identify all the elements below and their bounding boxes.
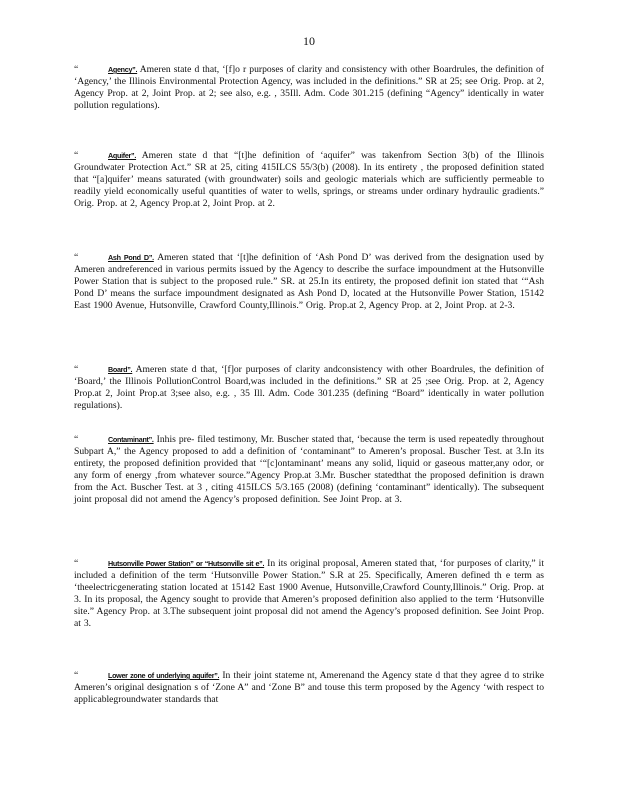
paragraph-text: Ameren stated that ‘[t]he definition of ‘Ash Pond D’ was derived from the designation used by Ameren andreferenced in various permits issued by the Agency to describe the surface impoundment at the Hutsonville Power Station that is subject to the proposed rule.” SR. at 25.In its entirety, the proposed definit ion stated that ‘“Ash Pond D’ means the surface impoundment designated as Ash Pond D, located at the Hutsonville Power Station, 15142 East 1900 Avenue, Hutsonville, Crawford County,Illinois.” Orig. Prop.at 2, Agency Prop. at 2, Joint Prop. at 2-3.: [74, 252, 544, 311]
definition-paragraph-aquifer: [74, 150, 544, 210]
defined-term: Board”.: [108, 365, 133, 374]
paragraph-text: Ameren state d that “[t]he definition of ‘aquifer” was takenfrom Section 3(b) of the Illinois Groundwater Protection Act.” SR at 25, citing 415ILCS 55/3(b) (2008). In its entirety , the proposed definition stated that “[a]quifer’ means saturated (with groundwater) soils and geologic materials which are sufficiently permeable to readily yield economically useful quantities of water to wells, springs, or streams under ordinary hydraulic gradients.” Orig. Prop. at 2, Agency Prop.at 2, Joint Prop. at 2.: [74, 150, 544, 209]
defined-term: Lower zone of underlying aquifer”.: [108, 671, 220, 680]
definition-paragraph-ash-pond-d: [74, 252, 544, 312]
definition-paragraph-board: [74, 364, 544, 412]
opening-quote: “: [74, 150, 79, 161]
opening-quote: “: [74, 558, 79, 569]
paragraph-text: Ameren state d that, ‘[f]or purposes of clarity andconsistency with other Boardrules, the definition of ‘Board,’ the Illinois PollutionControl Board,was included in the definitions.” SR at 25 ;see Orig. Prop. at 2, Agency Prop.at 2, Joint Prop.at 3;see also, e.g. , 35 Ill. Adm. Code 301.235 (defining “Board” identically in water pollution regulations).: [74, 364, 544, 411]
paragraph-text: Ameren state d that, ‘[f]o r purposes of clarity and consistency with other Boardrules, the definition of ‘Agency,’ the Illinois Environmental Protection Agency, was included in the definitions.” SR at 25; see Orig. Prop. at 2, Agency Prop. at 2, Joint Prop. at 2; see also, e.g. , 35Ill. Adm. Code 301.215 (defining “Agency” identically in water pollution regulations).: [74, 64, 544, 111]
defined-term: Contaminant”.: [108, 435, 154, 444]
defined-term: Aquifer”.: [108, 151, 137, 160]
definition-paragraph-lower-zone: [74, 670, 544, 706]
defined-term: Ash Pond D”.: [108, 253, 154, 262]
defined-term: Agency”.: [108, 65, 138, 74]
page-number: 10: [303, 34, 315, 48]
definition-paragraph-contaminant: [74, 434, 544, 505]
opening-quote: “: [74, 434, 79, 445]
definition-paragraph-agency: [74, 64, 544, 112]
defined-term: Hutsonville Power Station” or “Hutsonville sit e”.: [108, 559, 265, 568]
paragraph-text: Inhis pre- filed testimony, Mr. Buscher stated that, ‘because the term is used repeatedly throughout Subpart A,” the Agency proposed to add a definition of ‘contaminant” to Ameren’s proposal. Buscher Test. at 3.In its entirety, the proposed definition provided that ‘“[c]ontaminant’ means any solid, liquid or gaseous matter,any odor, or any form of energy ,from whatever source.”Agency Prop.at 3.Mr. Buscher statedthat the proposed definition is drawn from the Act. Buscher Test. at 3 , citing 415ILCS 5/3.165 (2008) (defining ‘contaminant” identically). The subsequent joint proposal did not amend the Agency’s proposed definition. See Joint Prop. at 3.: [74, 434, 544, 505]
paragraph-text: In its original proposal, Ameren stated that, ‘for purposes of clarity,” it included a definition of the term ‘Hutsonville Power Station.” S.R at 25. Specifically, Ameren defined th e term as ‘theelectricgenerating station located at 15142 East 1900 Avenue, Hutsonville,Crawford County,Illinois.” Orig. Prop. at 3. In its proposal, the Agency sought to provide that Ameren’s proposed definition also applied to the term ‘Hutsonville site.” Agency Prop. at 3.The subsequent joint proposal did not amend the Agency’s proposed definition. See Joint Prop. at 3.: [74, 558, 544, 629]
opening-quote: “: [74, 252, 79, 263]
opening-quote: “: [74, 670, 79, 681]
opening-quote: “: [74, 364, 79, 375]
paragraph-text: In their joint stateme nt, Amerenand the Agency state d that they agree d to strike Ameren’s original designation s of ‘Zone A” and ‘Zone B” and touse this term proposed by the Agency ‘with respect to applicablegroundwater standards that: [74, 670, 544, 705]
opening-quote: “: [74, 64, 79, 75]
definition-paragraph-hutsonville: [74, 558, 544, 629]
